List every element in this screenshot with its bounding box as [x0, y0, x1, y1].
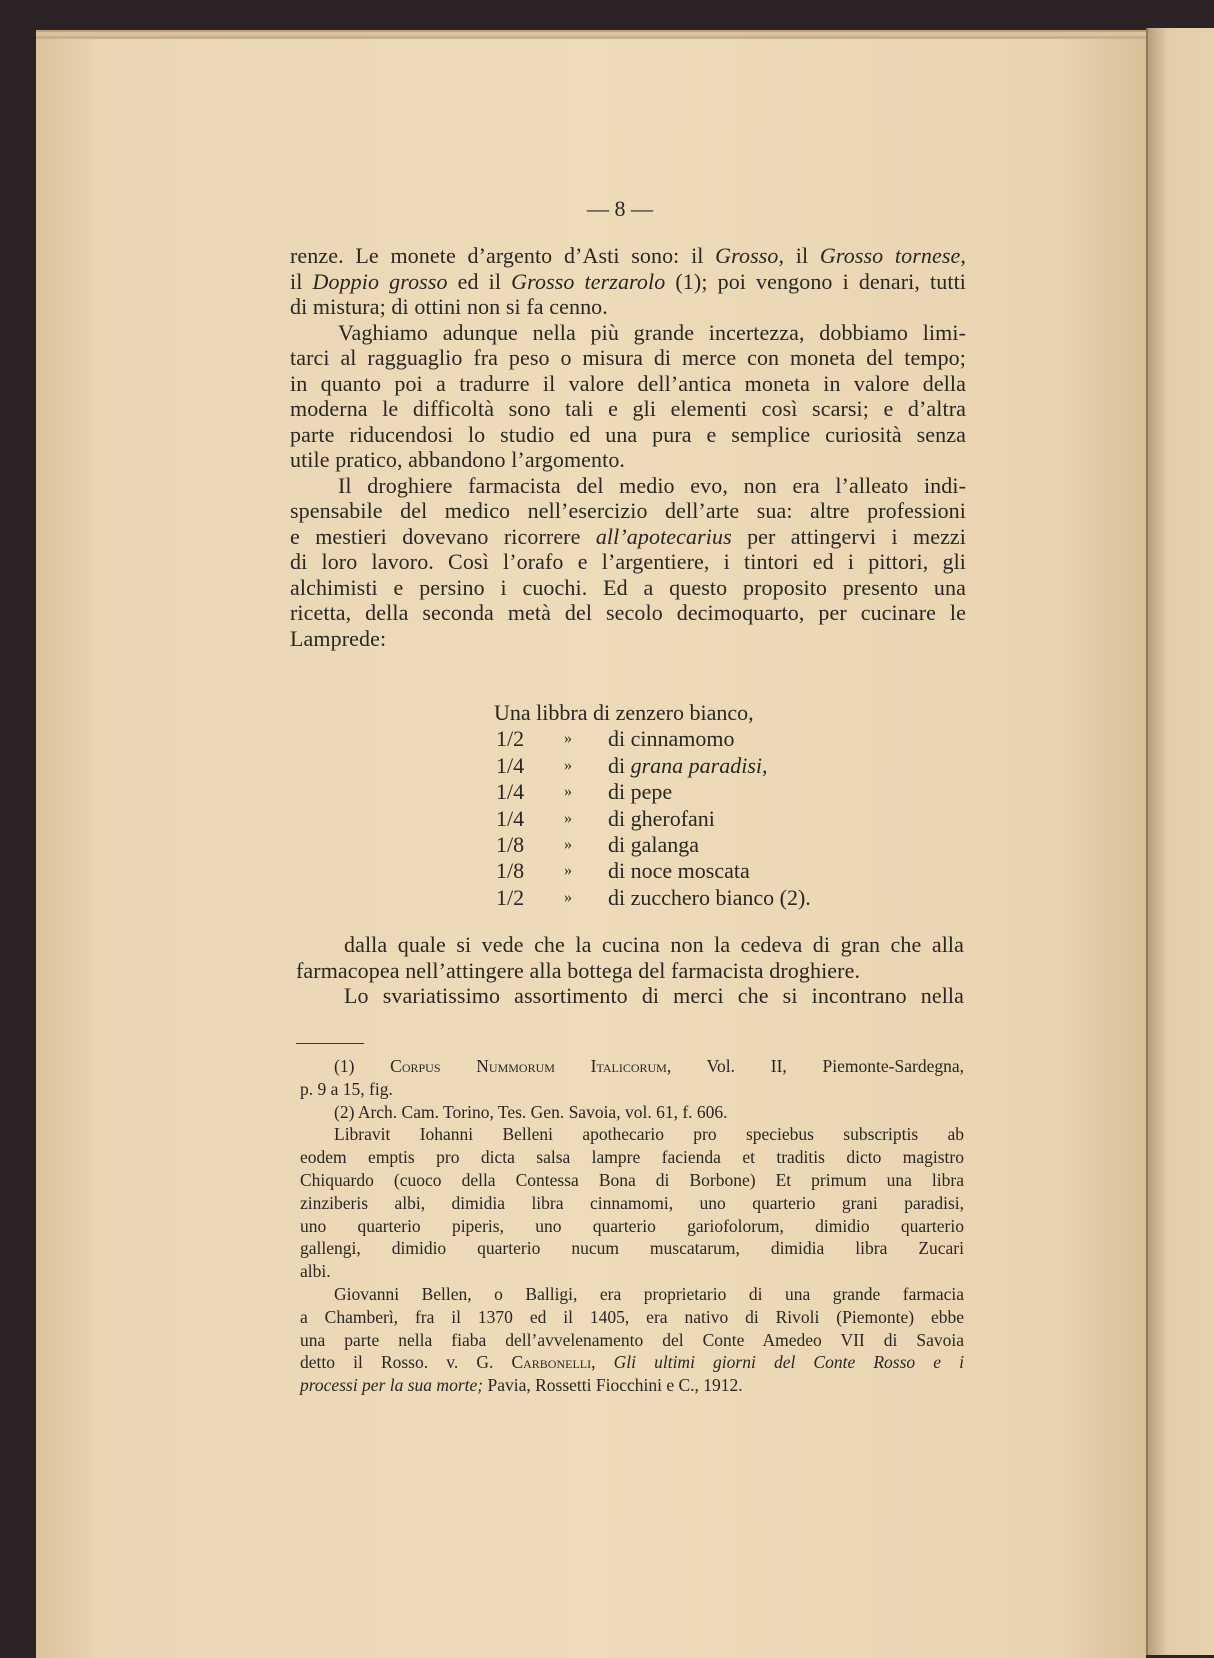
recipe-ingredient: di galanga — [608, 831, 700, 857]
ditto-mark: » — [564, 835, 572, 853]
body-line — [290, 524, 966, 550]
body-line — [290, 626, 966, 652]
text-segment: (2) Arch. Cam. Torino, Tes. Gen. Savoia, vol. 61, f. 606. — [334, 1101, 728, 1122]
page-number: — 8 — — [587, 196, 653, 221]
text-segment: Chiquardo (cuoco della Contessa Bona di Borbone) Et primum una libra — [300, 1169, 964, 1190]
body-line — [290, 447, 966, 473]
recipe-quantity: 1/8 — [496, 831, 525, 857]
recipe-quantity: 1/2 — [496, 884, 525, 910]
text-segment: tarci al ragguaglio fra peso o misura di merce con moneta del tempo; — [290, 345, 966, 370]
body-line — [290, 422, 966, 448]
text-segment: Giovanni Bellen, o Balligi, era proprietario di una grande farmacia — [334, 1283, 964, 1304]
body-line — [290, 473, 966, 499]
footnote-line — [300, 1283, 964, 1306]
small-caps-text: Corpus Nummorum Italicorum — [390, 1056, 667, 1076]
footnote-line — [300, 1078, 964, 1101]
text-segment: Pavia, Rossetti Fiocchini e C., 1912. — [483, 1375, 743, 1396]
body-line — [296, 983, 964, 1009]
body-line — [290, 269, 966, 295]
body-line — [296, 958, 964, 984]
footnote-line — [300, 1215, 964, 1238]
body-line — [290, 345, 966, 371]
text-segment: una parte nella fiaba dell’avvelenamento del Conte Amedeo VII di Savoia — [300, 1329, 964, 1350]
text-segment: Il droghiere farmacista del medio evo, non era l’alleato indi- — [338, 472, 966, 498]
text-segment: eodem emptis pro dicta salsa lampre facienda et traditis dicto magistro — [300, 1147, 964, 1168]
footnotes — [300, 1055, 964, 1397]
small-caps-text: Carbonelli — [511, 1352, 592, 1373]
text-segment: Vaghiamo adunque nella più grande incertezza, dobbiamo limi- — [338, 319, 966, 345]
body-text-top — [290, 243, 966, 651]
facing-page-edge — [1146, 28, 1214, 1655]
recipe-quantity: 1/2 — [496, 726, 525, 752]
text-segment: uno quarterio piperis, uno quarterio gariofolorum, dimidio quarterio — [300, 1215, 964, 1236]
body-line — [290, 600, 966, 626]
italic-text: Grosso — [715, 243, 779, 268]
text-segment: parte riducendosi lo studio ed una pura e semplice curiosità senza — [290, 421, 966, 447]
text-segment: ricetta, della seconda metà del secolo decimoquarto, per cucinare le — [290, 600, 966, 625]
text-segment: moderna le difficoltà sono tali e gli elementi così scarsi; e d’altra — [290, 396, 966, 421]
text-segment: albi. — [300, 1261, 331, 1282]
recipe-first-line: Una libbra di zenzero bianco, — [494, 700, 754, 725]
body-line — [290, 320, 966, 346]
text-segment: in quanto poi a tradurre il valore dell’antica moneta in valore della — [290, 370, 966, 396]
ditto-mark: » — [564, 809, 572, 827]
text-segment: (1); poi vengono i denari, tutti — [665, 268, 966, 294]
text-segment: gallengi, dimidio quarterio nucum muscatarum, dimidia libra Zucari — [300, 1238, 964, 1259]
body-line — [290, 396, 966, 422]
body-text-bottom — [296, 932, 964, 1009]
recipe-ingredient: di zucchero bianco (2). — [608, 884, 811, 910]
italic-text: processi per la sua morte; — [300, 1375, 484, 1396]
text-segment: p. 9 a 15, fig. — [300, 1078, 393, 1099]
text-segment: , — [960, 243, 967, 268]
italic-text: all’apotecarius — [595, 523, 732, 549]
text-segment: di loro lavoro. Così l’orafo e l’argentiere, i tintori ed i pittori, gli — [290, 549, 966, 574]
italic-text: Gli ultimi giorni del Conte Rosso e i — [613, 1352, 965, 1373]
text-segment: e mestieri dovevano ricorrere — [290, 523, 596, 549]
footnote-rule — [296, 1043, 364, 1044]
text-segment: Libravit Iohanni Belleni apothecario pro speciebus subscriptis ab — [334, 1124, 964, 1145]
footnote-line — [300, 1146, 964, 1169]
ditto-mark: » — [564, 730, 572, 748]
text-segment: (1) — [334, 1056, 391, 1076]
text-segment: detto il Rosso. v. G. — [300, 1352, 512, 1373]
text-segment: alchimisti e persino i cuochi. Ed a questo proposito presento una — [290, 574, 966, 600]
text-segment: Lo svariatissimo assortimento di merci che si incontrano nella — [344, 983, 964, 1008]
text-segment: renze. Le monete d’argento d’Asti sono: il — [290, 243, 716, 268]
footnote-line — [300, 1123, 964, 1146]
body-line — [296, 932, 964, 958]
footnote-line — [300, 1192, 964, 1215]
body-line — [290, 549, 966, 575]
footnote-line — [300, 1055, 964, 1078]
footnote-line — [300, 1260, 964, 1283]
ditto-mark: » — [564, 888, 572, 906]
italic-text: Doppio grosso — [312, 268, 448, 294]
body-line — [290, 371, 966, 397]
text-segment: di — [608, 752, 631, 778]
body-line — [290, 575, 966, 601]
recipe-quantity: 1/4 — [496, 805, 525, 831]
text-segment: zinziberis albi, dimidia libra cinnamomi, uno quarterio grani paradisi, — [300, 1192, 964, 1213]
footnote-line — [300, 1374, 964, 1397]
text-segment: , — [591, 1352, 614, 1373]
recipe-quantity: 1/4 — [496, 779, 525, 805]
text-segment: il — [290, 268, 313, 294]
text-segment: per attingervi i mezzi — [731, 523, 967, 549]
ditto-mark: » — [564, 862, 572, 880]
text-segment: , il — [778, 243, 820, 268]
footnote-line — [300, 1169, 964, 1192]
ditto-mark: » — [564, 783, 572, 801]
text-segment: ed il — [447, 268, 512, 294]
italic-text: grana paradisi, — [630, 752, 768, 778]
recipe-quantity: 1/8 — [496, 858, 525, 884]
text-segment: farmacopea nell’attingere alla bottega del farmacista droghiere. — [296, 957, 861, 983]
footnote-line — [300, 1237, 964, 1260]
text-segment: utile pratico, abbandono l’argomento. — [290, 447, 626, 472]
recipe-ingredient: di noce moscata — [608, 858, 750, 884]
text-segment: spensabile del medico nell’esercizio dell’arte sua: altre professioni — [290, 498, 966, 523]
footnote-line — [300, 1101, 964, 1124]
body-line — [290, 294, 966, 320]
recipe-ingredient: di pepe — [608, 779, 673, 805]
text-segment: , Vol. II, Piemonte-Sardegna, — [666, 1056, 964, 1076]
ditto-mark: » — [564, 756, 572, 774]
text-segment: di mistura; di ottini non si fa cenno. — [290, 294, 608, 319]
footnote-line — [300, 1351, 964, 1374]
footnote-line — [300, 1306, 964, 1329]
text-segment: Lamprede: — [290, 625, 387, 651]
recipe-ingredient — [608, 753, 768, 779]
body-line — [290, 498, 966, 524]
text-segment: a Chamberì, fra il 1370 ed il 1405, era nativo di Rivoli (Piemonte) ebbe — [300, 1306, 964, 1327]
footnote-line — [300, 1329, 964, 1352]
recipe-ingredient: di gherofani — [608, 805, 715, 831]
recipe-quantity: 1/4 — [496, 752, 525, 778]
recipe-ingredient: di cinnamomo — [608, 726, 735, 752]
italic-text: Grosso terzarolo — [511, 268, 666, 294]
text-segment: dalla quale si vede che la cucina non la cedeva di gran che alla — [344, 932, 964, 957]
italic-text: Grosso tornese — [819, 243, 961, 268]
body-line — [290, 243, 966, 269]
